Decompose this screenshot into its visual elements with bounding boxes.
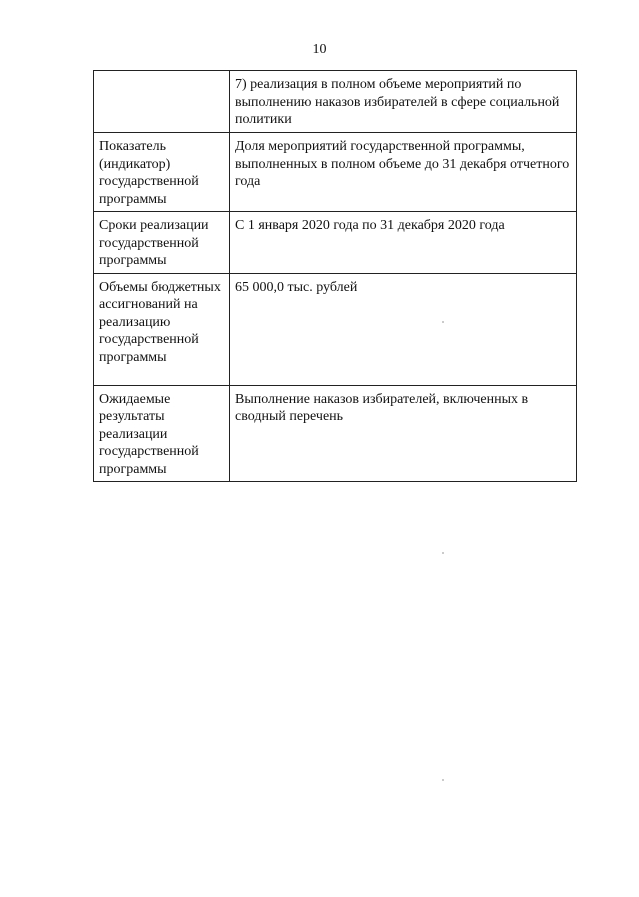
table-row (94, 133, 577, 212)
table-row (94, 385, 577, 482)
row-label: Объемы бюджетных ассигнований на реализацию государственной программы (94, 273, 230, 385)
scan-speck (442, 321, 444, 323)
row-value: 65 000,0 тыс. рублей (230, 273, 577, 385)
page-number: 10 (312, 42, 327, 57)
scan-speck (442, 779, 444, 781)
table-row (94, 273, 577, 385)
row-label: Ожидаемые результаты реализации государственной программы (94, 385, 230, 482)
row-label: Показатель (индикатор) государственной программы (94, 133, 230, 212)
table-row (94, 212, 577, 274)
table-row (94, 71, 577, 133)
row-value: 7) реализация в полном объеме мероприятий по выполнению наказов избирателей в сфере социальной политики (230, 71, 577, 133)
row-value: Выполнение наказов избирателей, включенных в сводный перечень (230, 385, 577, 482)
program-passport-table (93, 70, 577, 482)
row-label (94, 71, 230, 133)
row-value: Доля мероприятий государственной программы, выполненных в полном объеме до 31 декабря отчетного года (230, 133, 577, 212)
scan-speck (442, 552, 444, 554)
row-label: Сроки реализации государственной программы (94, 212, 230, 274)
row-value: С 1 января 2020 года по 31 декабря 2020 года (230, 212, 577, 274)
